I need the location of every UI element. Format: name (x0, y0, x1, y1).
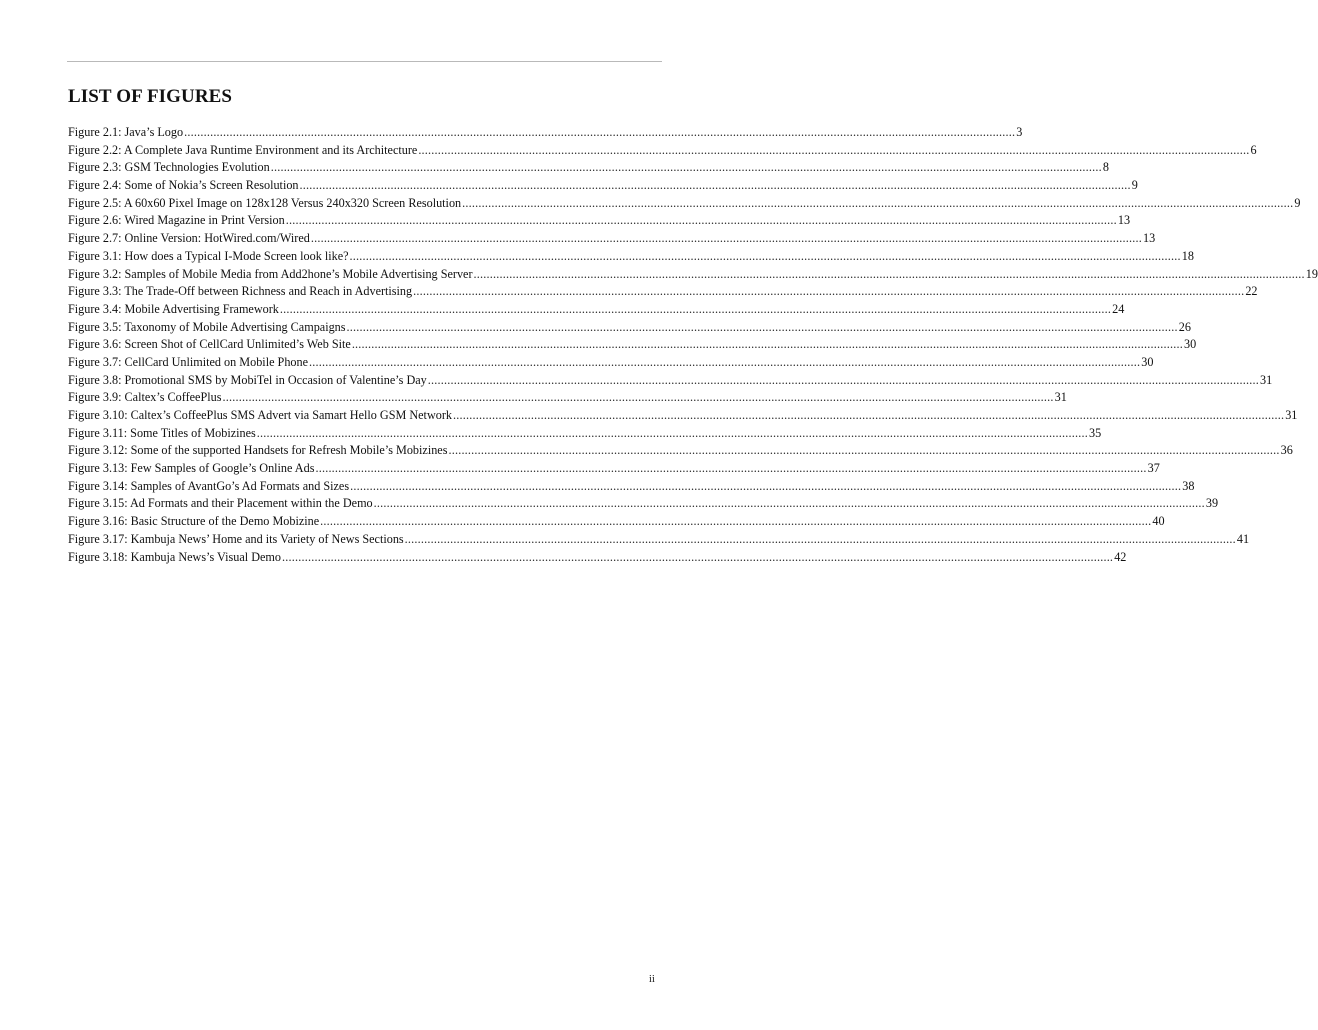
toc-entry-label: Figure 3.7: CellCard Unlimited on Mobile Phone (68, 354, 309, 369)
toc-entry-label: Figure 2.3: GSM Technologies Evolution (68, 160, 270, 175)
toc-entry-page: 35 (1089, 425, 1102, 440)
toc-entry[interactable] (68, 248, 1194, 267)
toc-entry-label: Figure 3.3: The Trade-Off between Richness and Reach in Advertising (68, 284, 413, 299)
dot-leader (311, 231, 1142, 246)
toc-entry-page: 39 (1205, 496, 1219, 511)
dot-leader (374, 496, 1205, 511)
toc-entry-label: Figure 2.1: Java’s Logo (68, 125, 184, 139)
dot-leader (453, 408, 1284, 423)
toc-entry-page: 41 (1236, 531, 1250, 546)
toc-entry-page: 19 (1305, 266, 1318, 281)
dot-leader (413, 284, 1244, 299)
toc-entry-page: 24 (1112, 301, 1125, 316)
toc-entry-label: Figure 3.17: Kambuja News’ Home and its Variety of News Sections (68, 531, 404, 546)
toc-entry[interactable] (68, 142, 1257, 161)
toc-entry-page: 13 (1117, 213, 1131, 228)
toc-entry[interactable] (68, 549, 1127, 568)
toc-entry[interactable] (68, 425, 1102, 444)
toc-entry-page: 30 (1184, 337, 1197, 352)
toc-entry-page: 31 (1285, 408, 1298, 422)
toc-entry[interactable] (68, 284, 1258, 302)
toc-entry[interactable] (68, 319, 1191, 338)
toc-entry-page: 38 (1182, 478, 1195, 493)
dot-leader (350, 249, 1181, 264)
toc-entry-page: 26 (1178, 319, 1191, 334)
toc-entry-label: Figure 3.13: Few Samples of Google’s Online Ads (68, 461, 315, 476)
dot-leader (257, 426, 1088, 441)
page-number: ii (648, 973, 655, 985)
toc-entry-page: 9 (1294, 195, 1301, 210)
toc-entry[interactable] (68, 301, 1125, 320)
toc-entry-label: Figure 2.6: Wired Magazine in Print Version (68, 213, 285, 228)
dot-leader (350, 479, 1181, 494)
toc-entry[interactable] (68, 443, 1293, 461)
toc-entry-page: 8 (1102, 160, 1109, 175)
toc-entry-page: 9 (1131, 178, 1138, 193)
toc-entry-label: Figure 3.1: How does a Typical I-Mode Screen look like? (68, 248, 349, 263)
toc-entry-label: Figure 2.5: A 60x60 Pixel Image on 128x128 Versus 240x320 Screen Resolution (68, 195, 462, 210)
header-rule (67, 61, 662, 62)
toc-entry-page: 30 (1141, 354, 1154, 369)
dot-leader (320, 514, 1151, 529)
toc-entry-page: 31 (1054, 390, 1067, 405)
toc-entry[interactable] (68, 266, 1318, 285)
toc-entry-label: Figure 2.2: A Complete Java Runtime Environment and its Architecture (68, 142, 418, 157)
dot-leader (315, 461, 1146, 476)
toc-entry-page: 13 (1143, 231, 1156, 246)
toc-entry[interactable] (68, 408, 1298, 426)
toc-entry[interactable] (68, 125, 1023, 143)
dot-leader (347, 320, 1178, 335)
toc-entry-label: Figure 3.14: Samples of AvantGo’s Ad Formats and Sizes (68, 478, 350, 493)
dot-leader (286, 213, 1117, 228)
toc-entry-label: Figure 3.4: Mobile Advertising Framework (68, 301, 279, 316)
toc-entry-page: 36 (1280, 443, 1293, 458)
toc-entry-page: 22 (1245, 284, 1258, 299)
dot-leader (474, 267, 1305, 282)
toc-entry-page: 6 (1250, 142, 1257, 157)
toc-entry[interactable] (68, 514, 1165, 532)
dot-leader (418, 143, 1249, 158)
toc-entry-page: 37 (1147, 461, 1160, 476)
toc-entry[interactable] (68, 337, 1197, 355)
toc-entry[interactable] (68, 195, 1301, 214)
toc-entry[interactable] (68, 213, 1131, 231)
toc-entry[interactable] (68, 160, 1109, 178)
toc-entry[interactable] (68, 178, 1138, 196)
toc-entry-label: Figure 3.11: Some Titles of Mobizines (68, 425, 256, 440)
dot-leader (448, 443, 1279, 458)
dot-leader (428, 373, 1259, 388)
dot-leader (300, 178, 1131, 193)
toc-entry-label: Figure 3.2: Samples of Mobile Media from Add2hone’s Mobile Advertising Server (68, 266, 473, 281)
toc-entry[interactable] (68, 531, 1250, 550)
dot-leader (280, 302, 1111, 317)
toc-entry-page: 18 (1181, 248, 1194, 263)
toc-entry-label: Figure 3.15: Ad Formats and their Placement within the Demo (68, 496, 373, 511)
toc-entry[interactable] (68, 390, 1067, 408)
figure-list (68, 125, 1318, 567)
toc-entry-label: Figure 2.4: Some of Nokia’s Screen Resolution (68, 178, 299, 193)
toc-entry[interactable] (68, 231, 1156, 249)
dot-leader (282, 550, 1113, 565)
toc-entry-page: 42 (1114, 549, 1127, 564)
toc-entry[interactable] (68, 372, 1273, 391)
toc-entry[interactable] (68, 354, 1154, 373)
toc-entry-label: Figure 3.5: Taxonomy of Mobile Advertising Campaigns (68, 319, 346, 334)
toc-entry-label: Figure 3.10: Caltex’s CoffeePlus SMS Advert via Samart Hello GSM Network (68, 408, 452, 422)
dot-leader (309, 355, 1140, 370)
toc-entry-page: 31 (1259, 372, 1273, 387)
toc-entry[interactable] (68, 478, 1195, 497)
dot-leader (462, 196, 1293, 211)
dot-leader (271, 160, 1102, 175)
toc-entry[interactable] (68, 496, 1219, 514)
toc-entry-label: Figure 3.16: Basic Structure of the Demo Mobizine (68, 514, 320, 529)
dot-leader (222, 390, 1053, 405)
dot-leader (352, 337, 1183, 352)
toc-entry-label: Figure 3.18: Kambuja News’s Visual Demo (68, 549, 281, 564)
toc-entry-label: Figure 3.8: Promotional SMS by MobiTel in Occasion of Valentine’s Day (68, 372, 427, 387)
toc-entry-label: Figure 3.6: Screen Shot of CellCard Unlimited’s Web Site (68, 337, 351, 352)
toc-entry-page: 40 (1152, 514, 1165, 529)
toc-entry-label: Figure 2.7: Online Version: HotWired.com/Wired (68, 231, 310, 246)
toc-entry-label: Figure 3.9: Caltex’s CoffeePlus (68, 390, 222, 405)
toc-entry[interactable] (68, 461, 1160, 479)
dot-leader (184, 125, 1015, 140)
toc-entry-page: 3 (1016, 125, 1023, 139)
dot-leader (405, 532, 1236, 547)
toc-entry-label: Figure 3.12: Some of the supported Handsets for Refresh Mobile’s Mobizines (68, 443, 448, 458)
page-title: LIST OF FIGURES (68, 86, 233, 107)
